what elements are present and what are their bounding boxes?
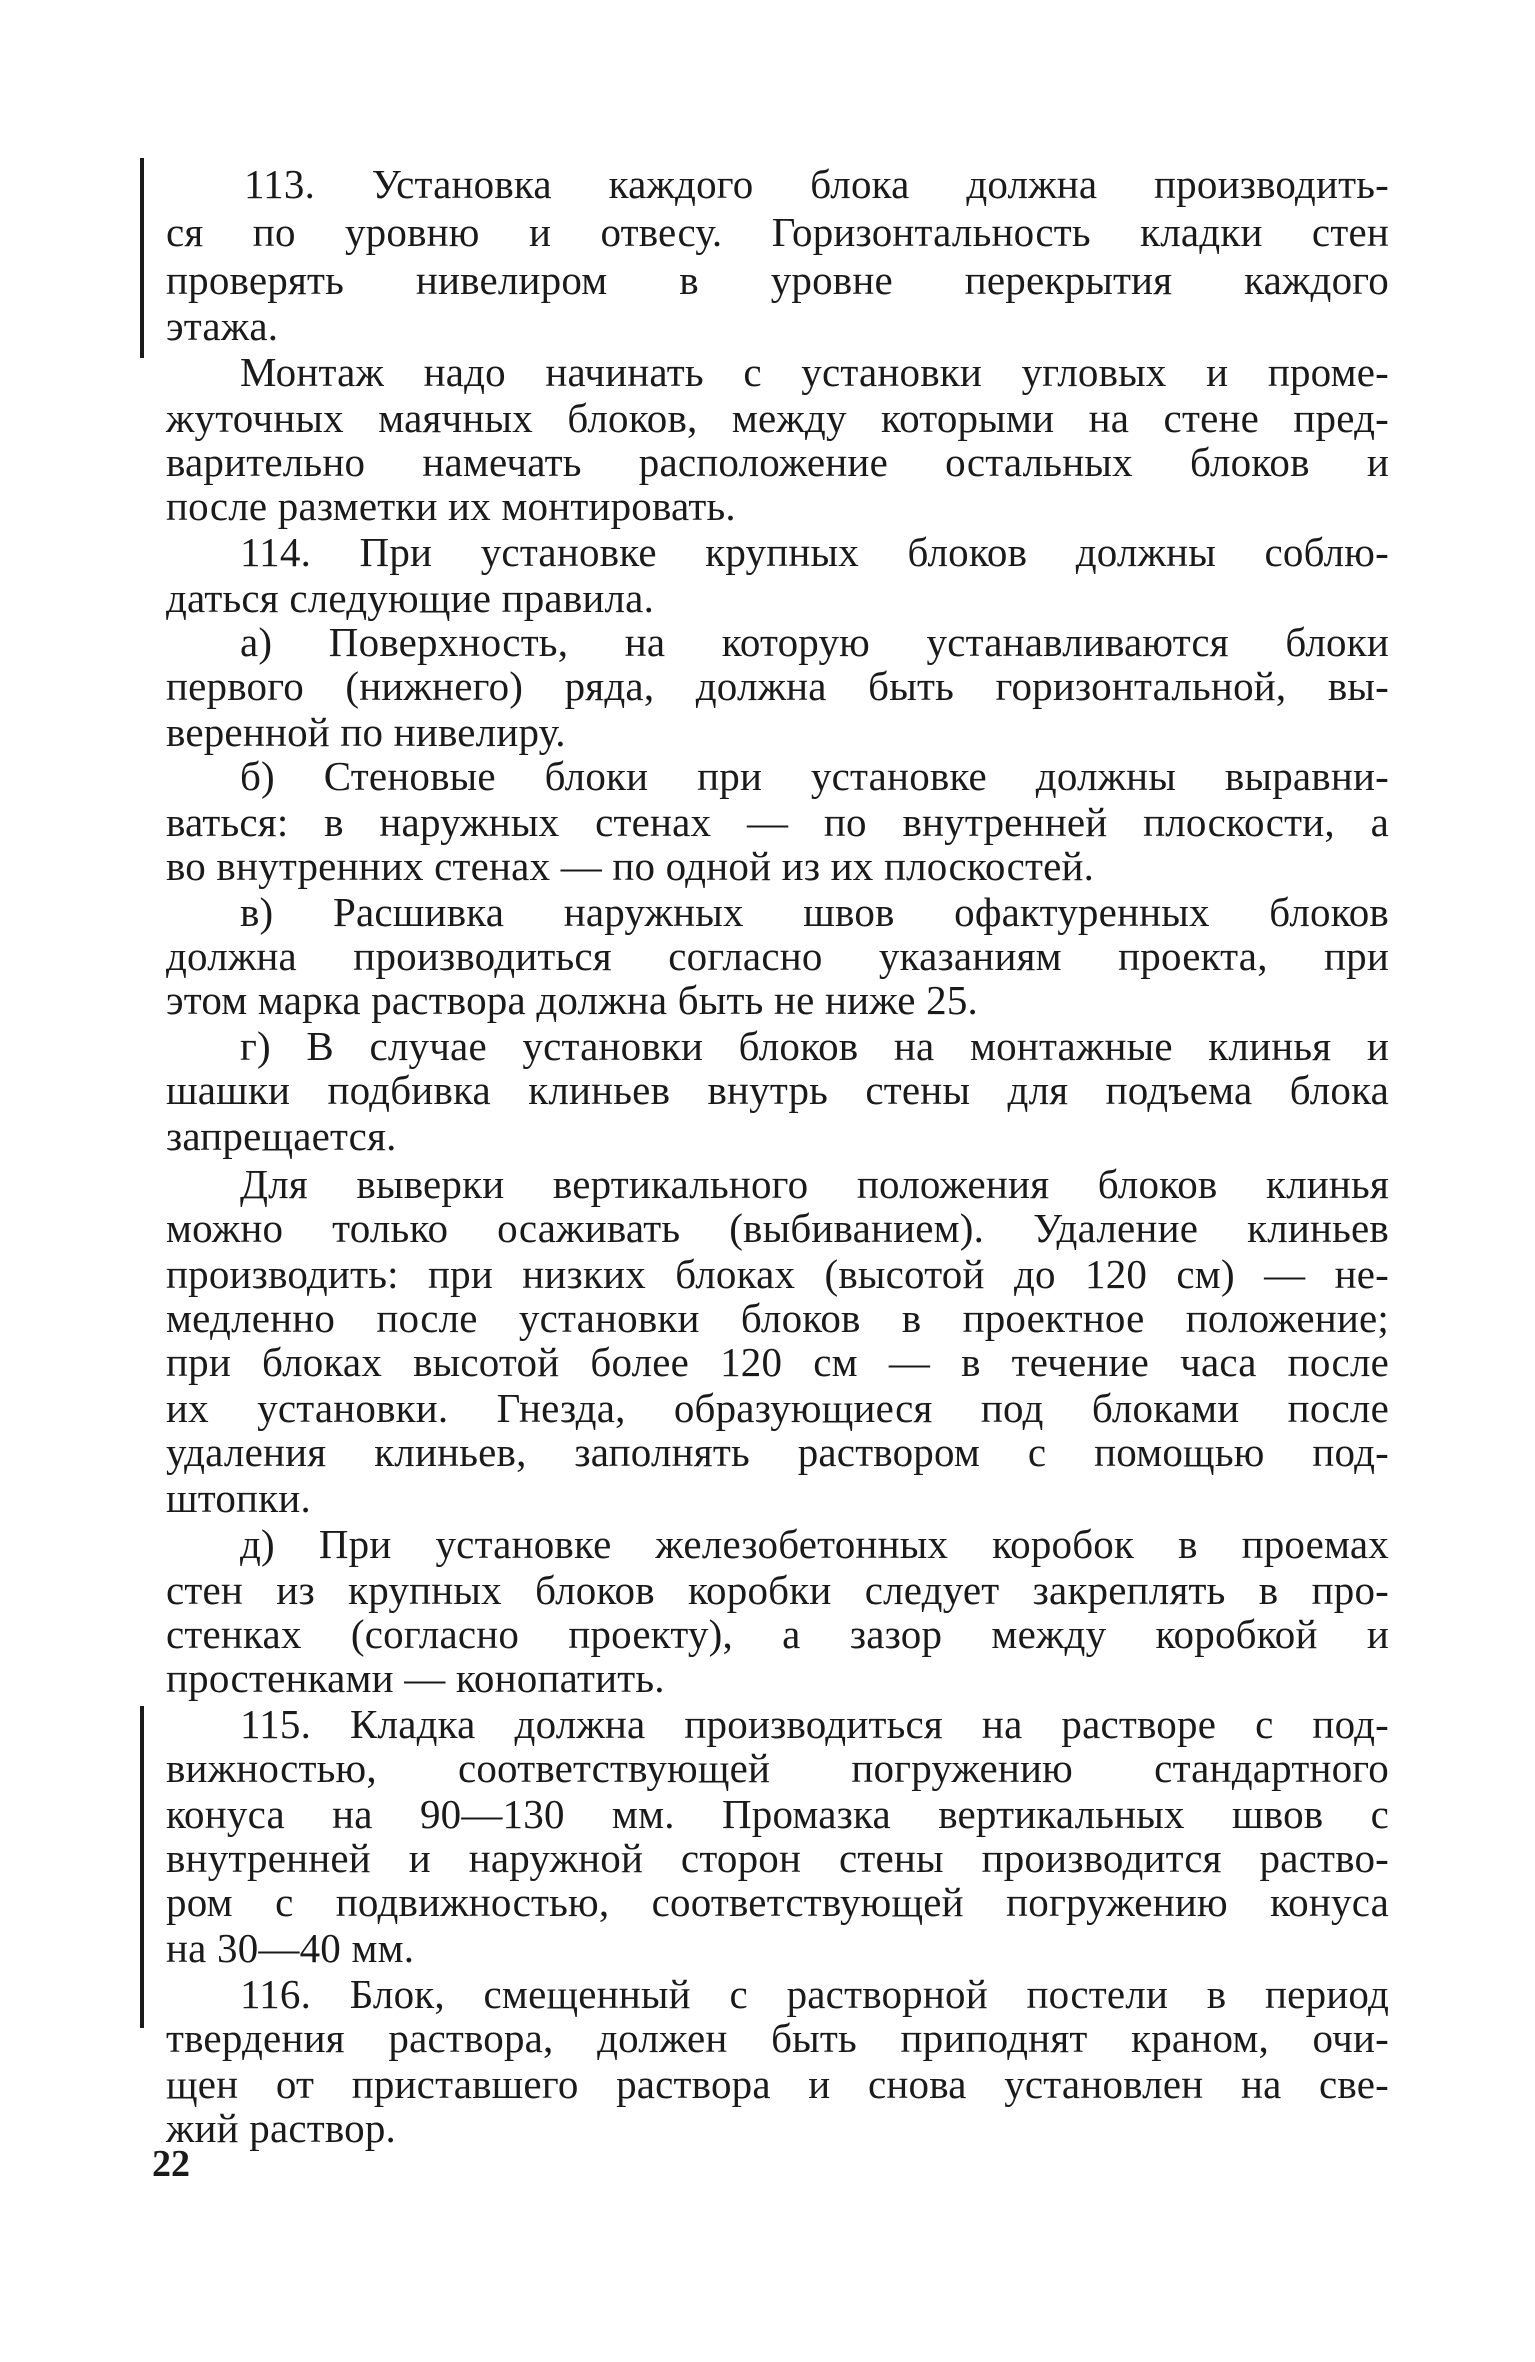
text-line: шашки подбивка клиньев внутрь стены для подъема блока [166, 1067, 1389, 1113]
text-line: стен из крупных блоков коробки следует закреплять в про- [166, 1567, 1389, 1613]
text-line: б) Стеновые блоки при установке должны выравни- [240, 753, 1389, 799]
text-line: этом марка раствора должна быть не ниже 25. [166, 977, 978, 1023]
text-line: первого (нижнего) ряда, должна быть горизонтальной, вы- [166, 663, 1389, 709]
text-line: простенками — конопатить. [166, 1655, 665, 1701]
text-line: стенках (согласно проекту), а зазор между коробкой и [166, 1611, 1389, 1657]
text-line: во внутренних стенах — по одной из их плоскостей. [166, 843, 1095, 889]
text-line: на 30—40 мм. [166, 1925, 415, 1971]
text-line: после разметки их монтировать. [166, 483, 736, 529]
text-line: штопки. [166, 1475, 311, 1521]
text-line: запрещается. [166, 1113, 397, 1159]
text-line: этажа. [166, 303, 279, 349]
text-line: ся по уровню и отвесу. Горизонтальность кладки стен [166, 209, 1389, 255]
text-line: в) Расшивка наружных швов офактуренных блоков [240, 889, 1389, 935]
text-line: д) При установке железобетонных коробок в проемах [240, 1521, 1389, 1567]
text-line: твердения раствора, должен быть приподнят краном, очи- [166, 2015, 1389, 2061]
text-line: 116. Блок, смещенный с растворной постели в период [240, 1971, 1389, 2017]
text-line: производить: при низких блоках (высотой до 120 см) — не- [166, 1251, 1389, 1297]
text-line: даться следующие правила. [166, 575, 655, 621]
text-line: г) В случае установки блоков на монтажные клинья и [240, 1023, 1389, 1069]
text-line: Монтаж надо начинать с установки угловых и проме- [240, 349, 1389, 395]
text-line: жий раствор. [166, 2105, 397, 2151]
text-line: медленно после установки блоков в проектное положение; [166, 1295, 1389, 1341]
text-line: 114. При установке крупных блоков должны соблю- [240, 529, 1389, 575]
text-line: проверять нивелиром в уровне перекрытия каждого [166, 257, 1389, 303]
text-line: их установки. Гнезда, образующиеся под блоками после [166, 1385, 1389, 1431]
text-line: должна производиться согласно указаниям проекта, при [166, 933, 1389, 979]
text-line: жуточных маячных блоков, между которыми на стене пред- [166, 395, 1389, 441]
text-line: ром с подвижностью, соответствующей погружению конуса [166, 1879, 1389, 1925]
text-line: можно только осаживать (выбиванием). Удаление клиньев [166, 1205, 1389, 1251]
text-line: ваться: в наружных стенах — по внутренней плоскости, а [166, 799, 1389, 845]
text-line: варительно намечать расположение остальных блоков и [166, 439, 1389, 485]
text-line: 115. Кладка должна производиться на растворе с под- [240, 1701, 1389, 1747]
text-line: 113. Установка каждого блока должна производить- [244, 161, 1389, 207]
text-line: удаления клиньев, заполнять раствором с помощью под- [166, 1429, 1389, 1475]
text-line: Для выверки вертикального положения блоков клинья [240, 1161, 1389, 1207]
text-line: конуса на 90—130 мм. Промазка вертикальных швов с [166, 1791, 1389, 1837]
text-line: веренной по нивелиру. [166, 709, 566, 755]
text-line: а) Поверхность, на которую устанавливаются блоки [240, 619, 1389, 665]
text-line: внутренней и наружной сторон стены производится раство- [166, 1835, 1389, 1881]
text-line: щен от приставшего раствора и снова установлен на све- [166, 2061, 1389, 2107]
text-line: вижностью, соответствующей погружению стандартного [166, 1745, 1389, 1791]
text-line: при блоках высотой более 120 см — в течение часа после [166, 1339, 1389, 1385]
page-number: 22 [152, 2143, 190, 2185]
